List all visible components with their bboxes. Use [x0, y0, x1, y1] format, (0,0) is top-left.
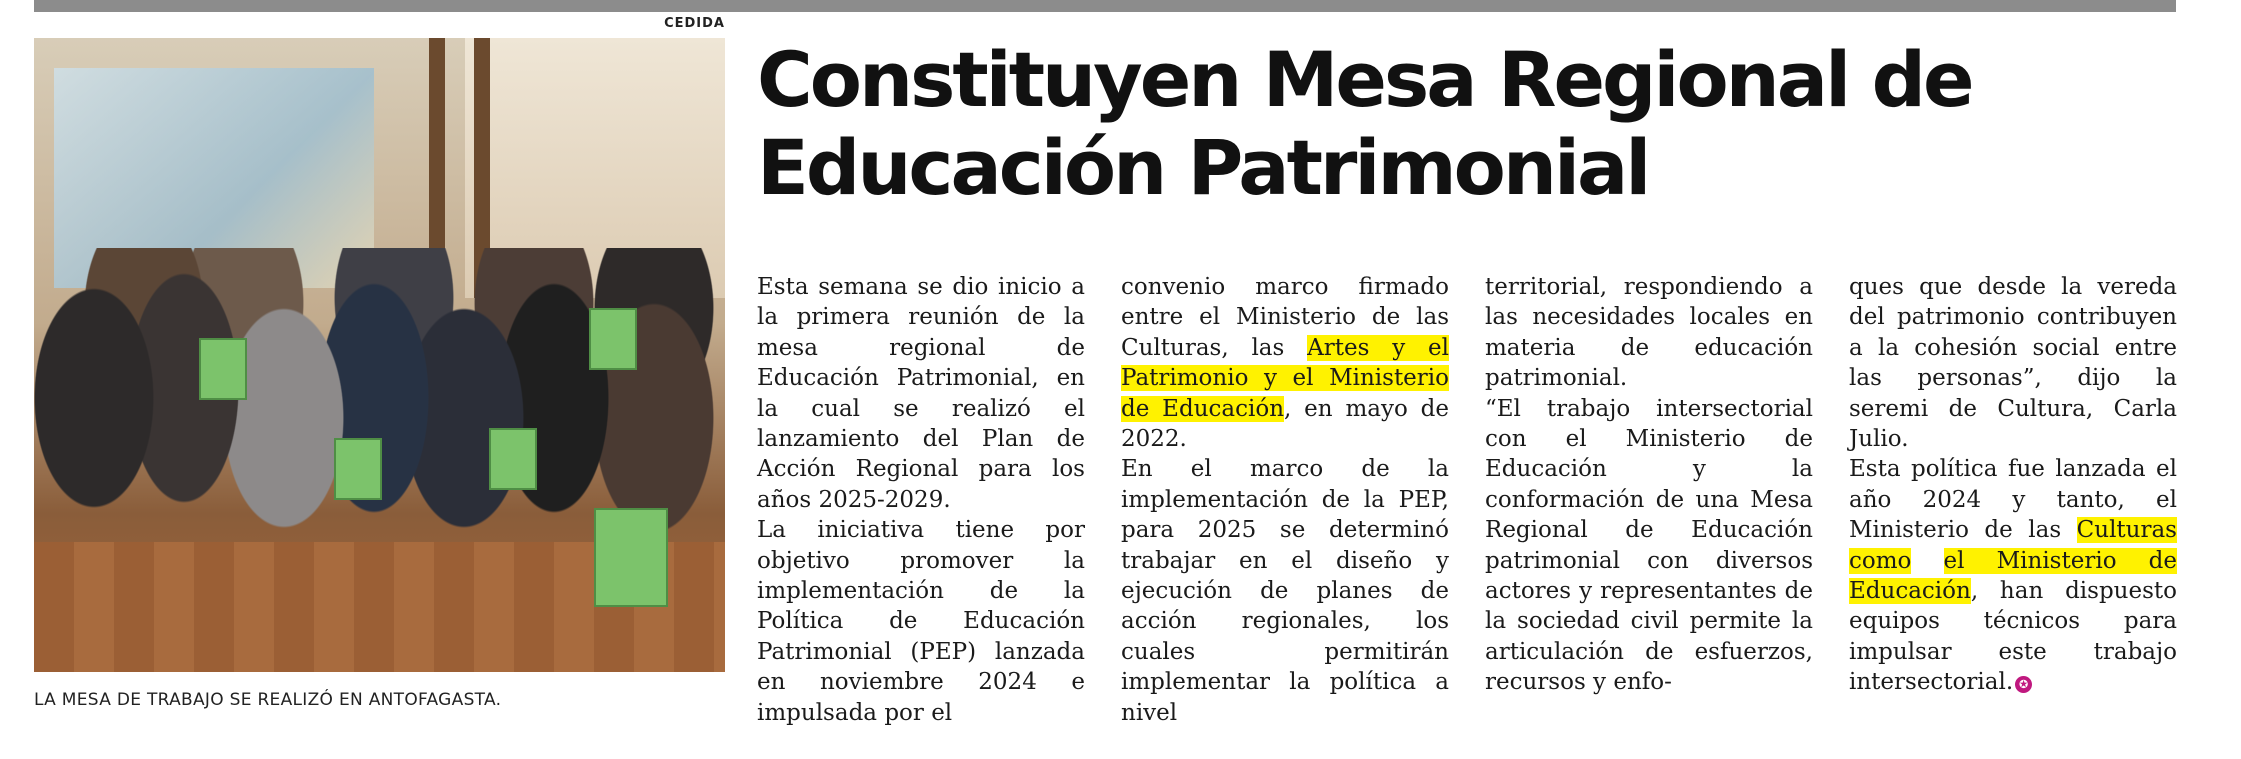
article-body [757, 272, 2176, 728]
article-column-2 [1121, 272, 1449, 728]
photo-credit: CEDIDA [664, 16, 725, 31]
article-column-1 [757, 272, 1085, 728]
photo-book [589, 308, 637, 370]
text-run: , han dispuesto equipos técnicos para impulsar este trabajo intersectorial. [1849, 578, 2177, 696]
paragraph: En el marco de la implementación de la PEP, para 2025 se determinó trabajar en el diseño y ejecución de planes de acción regionales, los cuales permitirán implementar la política a nivel [1121, 456, 1449, 726]
article-headline: Constituyen Mesa Regional de Educación Patrimonial [757, 35, 1972, 212]
highlighted-text: Culturas como [1849, 517, 2177, 574]
paragraph: ques que desde la vereda del patrimonio contribuyen a la cohesión social entre las personas”, dijo la seremi de Cultura, Carla Julio. [1849, 274, 2177, 453]
photo-caption: LA MESA DE TRABAJO SE REALIZÓ EN ANTOFAGASTA. [34, 690, 502, 710]
text-run: , en mayo de 2022. [1121, 395, 1449, 453]
photo-book [594, 508, 668, 607]
article-column-3 [1485, 272, 1813, 728]
highlighted-text: Artes y el Patrimonio y el Ministerio de Educación [1121, 334, 1449, 422]
text-run [1911, 548, 1943, 574]
end-of-article-icon: ✪ [2015, 676, 2032, 693]
top-rule [34, 0, 2176, 12]
highlighted-text: el Ministerio de Educación [1849, 547, 2177, 605]
photo-book [199, 338, 247, 400]
article-photo [34, 38, 725, 672]
paragraph [1849, 454, 2177, 697]
text-run: Esta política fue lanzada el año 2024 y tanto, el Ministerio de las [1849, 456, 2177, 544]
photo-book [489, 428, 537, 490]
photo-book [334, 438, 382, 500]
article-column-4 [1849, 272, 2177, 728]
text-run: convenio marco firmado entre el Ministerio de las Culturas, las [1121, 274, 1449, 361]
paragraph: “El trabajo intersectorial con el Ministerio de Educación y la conformación de una Mesa Regional de Educación patrimonial con diversos actores y representantes de la sociedad civil permite la articulación de esfuerzos, recursos y enfo- [1485, 395, 1813, 696]
paragraph: La iniciativa tiene por objetivo promover la implementación de la Política de Educación Patrimonial (PEP) lanzada en noviembre 2024 e impulsada por el [757, 517, 1085, 726]
paragraph [1121, 272, 1449, 454]
paragraph: territorial, respondiendo a las necesidades locales en materia de educación patrimonial. [1485, 274, 1813, 392]
paragraph: Esta semana se dio inicio a la primera reunión de la mesa regional de Educación Patrimonial, en la cual se realizó el lanzamiento del Plan de Acción Regional para los años 2025-2029. [757, 274, 1085, 513]
